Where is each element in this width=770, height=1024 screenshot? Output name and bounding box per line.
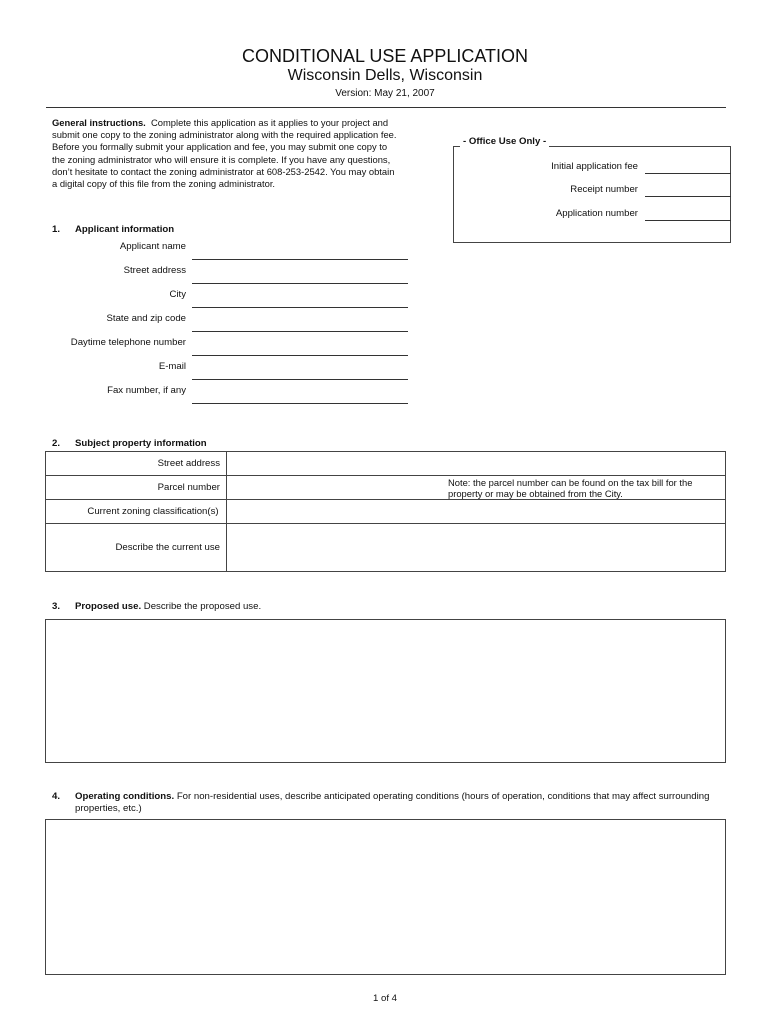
office-label-application: Application number — [555, 208, 638, 219]
section3-heading — [75, 601, 261, 612]
header-divider — [46, 107, 726, 108]
label-city: City — [169, 289, 186, 300]
section3-number: 3. — [52, 601, 61, 612]
page-title: CONDITIONAL USE APPLICATION — [241, 46, 529, 66]
label-email: E-mail — [158, 361, 186, 372]
general-instructions — [52, 117, 402, 190]
office-field-receipt[interactable] — [645, 196, 731, 197]
page-number: 1 of 4 — [372, 993, 397, 1004]
section1-number: 1. — [52, 224, 61, 235]
operating-conditions-textarea[interactable] — [45, 819, 726, 975]
section3-title: Proposed use. — [75, 601, 142, 612]
label-property-street: Street address — [46, 452, 227, 476]
section4-text: For non-residential uses, describe anticipated operating conditions (hours of operation, conditions that may affect surrounding properties, etc.) — [75, 791, 710, 814]
parcel-note: Note: the parcel number can be found on the tax bill for the property or may be obtained from the City. — [448, 476, 693, 499]
table-row — [46, 476, 726, 500]
property-info-table — [45, 451, 726, 572]
field-daytime-phone[interactable] — [192, 355, 408, 356]
label-fax: Fax number, if any — [107, 385, 186, 396]
field-zoning-classification[interactable] — [227, 500, 726, 524]
section4-number: 4. — [52, 791, 61, 802]
section2-number: 2. — [52, 438, 61, 449]
instructions-body: Complete this application as it applies to your project and submit one copy to the zoning administrator along with the required application fee. Before you formally submit your application and fee, you may submit one copy to the zoning administrator who will ensure it is complete. If you have any questions, don’t hesitate to contact the zoning administrator at 608-253-2542. You may obtain a digital copy of this file from the zoning administrator. — [52, 117, 397, 190]
field-parcel-number[interactable] — [227, 476, 726, 500]
label-street-address: Street address — [123, 265, 186, 276]
office-label-fee: Initial application fee — [551, 161, 638, 172]
section2-title: Subject property information — [75, 438, 207, 449]
instructions-lead: General instructions. — [52, 117, 146, 128]
field-fax[interactable] — [192, 403, 408, 404]
field-state-zip[interactable] — [192, 331, 408, 332]
office-use-title: - Office Use Only - — [460, 136, 549, 147]
label-applicant-name: Applicant name — [119, 241, 186, 252]
field-applicant-name[interactable] — [192, 259, 408, 260]
table-row — [46, 452, 726, 476]
section4-title: Operating conditions. — [75, 791, 175, 802]
table-row — [46, 500, 726, 524]
field-email[interactable] — [192, 379, 408, 380]
label-parcel-number: Parcel number — [46, 476, 227, 500]
field-current-use[interactable] — [227, 524, 726, 572]
label-zoning-classification: Current zoning classification(s) — [46, 500, 227, 524]
field-street-address[interactable] — [192, 283, 408, 284]
office-label-receipt: Receipt number — [570, 184, 638, 195]
version-text: Version: May 21, 2007 — [335, 88, 435, 99]
section3-text: Describe the proposed use. — [143, 601, 262, 612]
label-state-zip: State and zip code — [106, 313, 186, 324]
table-row — [46, 524, 726, 572]
field-city[interactable] — [192, 307, 408, 308]
label-daytime-phone: Daytime telephone number — [70, 337, 186, 348]
field-property-street[interactable] — [227, 452, 726, 476]
office-field-application[interactable] — [645, 220, 731, 221]
label-current-use: Describe the current use — [46, 524, 227, 572]
proposed-use-textarea[interactable] — [45, 619, 726, 763]
office-field-fee[interactable] — [645, 173, 731, 174]
page-subtitle: Wisconsin Dells, Wisconsin — [287, 67, 483, 84]
section1-title: Applicant information — [75, 224, 175, 235]
section4-heading — [75, 791, 715, 815]
